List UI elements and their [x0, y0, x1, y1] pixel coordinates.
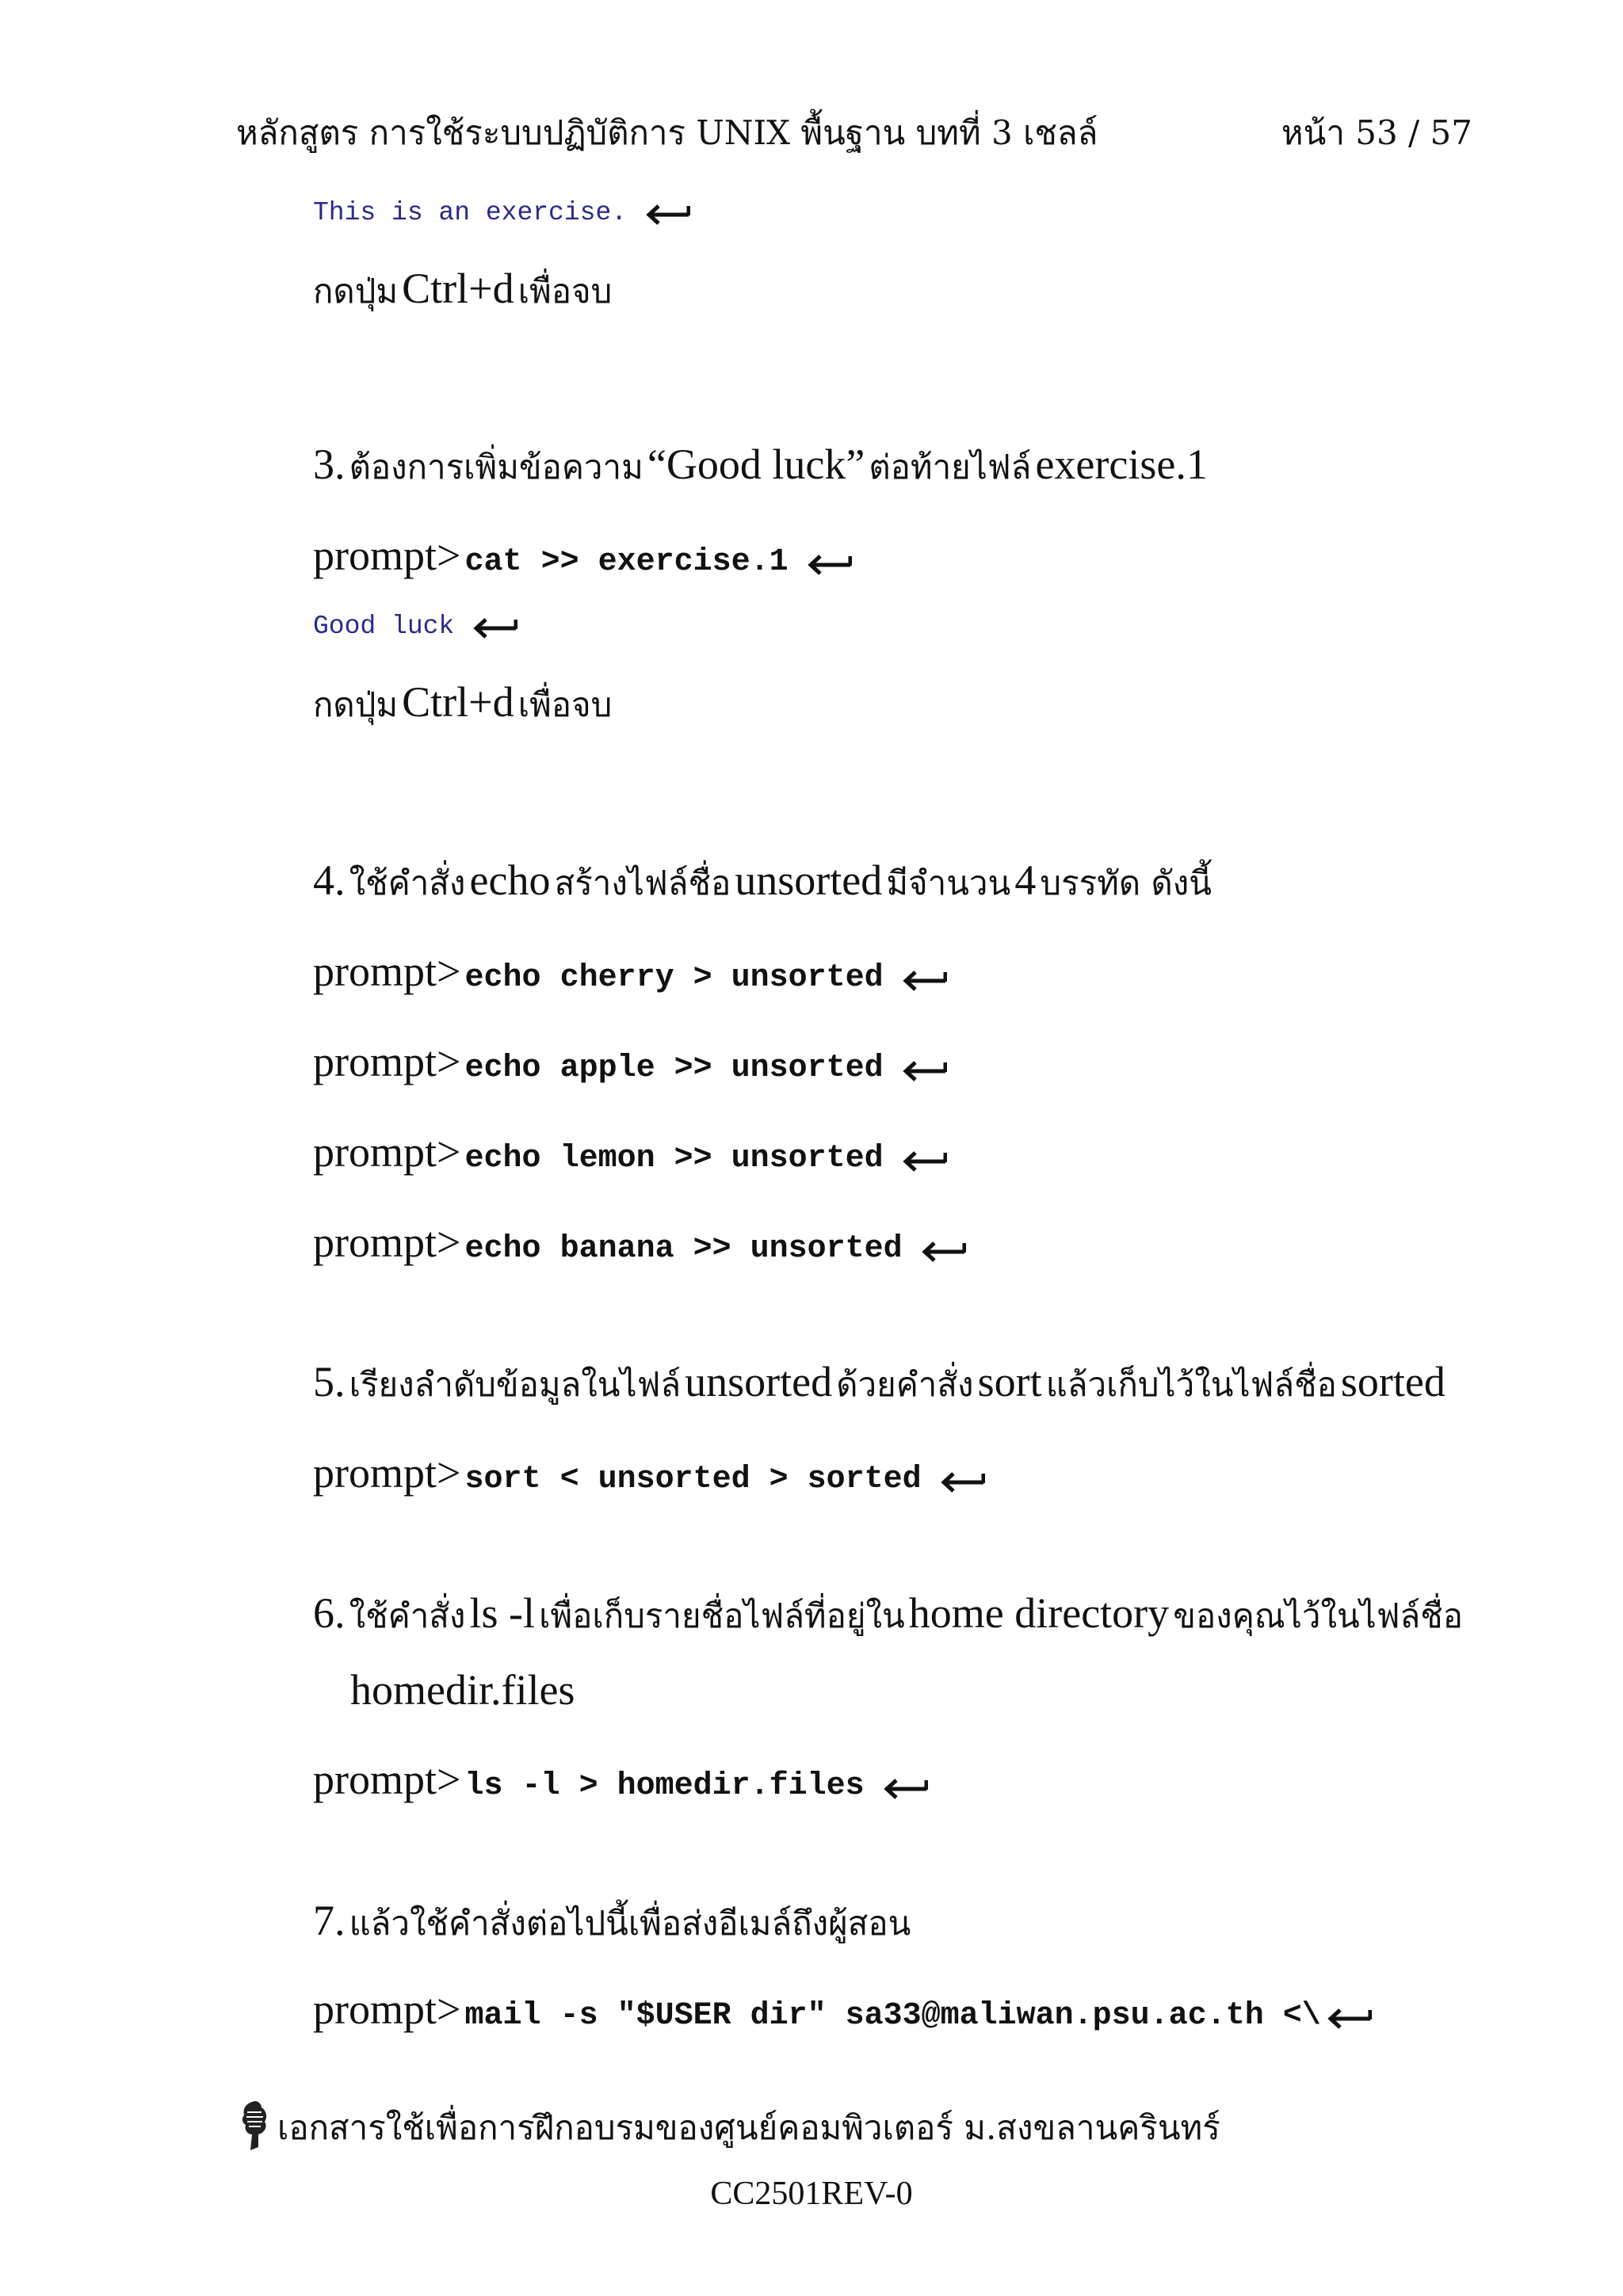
step-text: มีจำนวน	[886, 864, 1011, 902]
step-number: 6.	[313, 1589, 346, 1637]
prompt-label: prompt>	[313, 1219, 461, 1266]
enter-arrow-icon	[903, 971, 947, 994]
ctrl-pre: กดปุ่ม	[313, 272, 399, 311]
typed-input-line	[313, 612, 517, 642]
command-text: sort < unsorted > sorted	[464, 1462, 922, 1497]
page-header	[236, 107, 1472, 154]
ctrl-pre: กดปุ่ม	[313, 685, 399, 724]
command-line	[313, 947, 947, 996]
ctrl-d-instruction	[313, 677, 612, 731]
command-line	[313, 1127, 947, 1177]
step-text: unsorted	[735, 856, 883, 904]
ctrl-key: Ctrl+d	[402, 265, 514, 312]
prompt-label: prompt>	[313, 1985, 461, 2033]
enter-arrow-icon	[903, 1061, 947, 1085]
prompt-label: prompt>	[313, 1756, 461, 1803]
command-text: echo banana >> unsorted	[464, 1231, 903, 1267]
command-line	[313, 1755, 928, 1804]
step-6-heading-cont	[350, 1665, 575, 1714]
document-id: CC2501REV-0	[710, 2176, 913, 2212]
command-text: echo cherry > unsorted	[464, 960, 884, 996]
step-7-heading	[313, 1896, 911, 1950]
command-text: echo apple >> unsorted	[464, 1051, 884, 1086]
ctrl-post: เพื่อจบ	[517, 272, 613, 311]
command-line	[313, 1985, 1372, 2034]
step-4-heading	[313, 856, 1212, 910]
step-number: 4.	[313, 856, 346, 904]
step-text: ของคุณไว้ในไฟล์ชื่อ	[1173, 1596, 1464, 1635]
prompt-label: prompt>	[313, 1128, 461, 1176]
command-text: mail -s "$USER dir" sa33@maliwan.psu.ac.th <\	[464, 1998, 1321, 2034]
step-text: sort	[977, 1358, 1042, 1405]
typed-text: This is an exercise.	[313, 198, 628, 227]
step-text: ใช้คำสั่ง	[349, 864, 466, 902]
step-text: เพื่อเก็บรายชื่อไฟล์ที่อยู่ใน	[539, 1596, 905, 1635]
step-text: ใช้คำสั่ง	[349, 1596, 466, 1635]
step-text: แล้วใช้คำสั่งต่อไปนี้เพื่อส่งอีเมล์ถึงผู้สอน	[349, 1904, 911, 1943]
step-text: บรรทัด ดังนี้	[1040, 864, 1212, 902]
course-title: หลักสูตร การใช้ระบบปฏิบัติการ UNIX พื้นฐาน บทที่ 3 เชลล์	[236, 113, 1098, 152]
command-line	[313, 1037, 947, 1086]
step-6-heading	[313, 1589, 1463, 1642]
step-text: สร้างไฟล์ชื่อ	[554, 864, 731, 902]
typed-input-line	[313, 198, 690, 228]
step-text: ต้องการเพิ่มข้อความ	[349, 448, 643, 486]
step-text: ls -l	[469, 1589, 536, 1637]
prompt-label: prompt>	[313, 1449, 461, 1497]
command-text: cat >> exercise.1	[464, 544, 789, 580]
step-text: echo	[469, 856, 551, 904]
footer-note: เอกสารใช้เพื่อการฝึกอบรมของศูนย์คอมพิวเตอร์ ม.สงขลานครินทร์	[277, 2108, 1220, 2147]
enter-arrow-icon	[1327, 2008, 1372, 2032]
university-logo-icon	[238, 2098, 273, 2163]
step-number: 7.	[313, 1897, 346, 1944]
step-text: unsorted	[685, 1358, 833, 1405]
step-number: 5.	[313, 1358, 346, 1405]
command-line	[313, 531, 852, 580]
step-text: ต่อท้ายไฟล์	[869, 448, 1032, 486]
command-text: ls -l > homedir.files	[464, 1768, 865, 1804]
step-number: 3.	[313, 441, 346, 488]
step-text: 4	[1014, 856, 1037, 904]
step-text: homedir.files	[350, 1666, 575, 1714]
enter-arrow-icon	[808, 555, 852, 578]
prompt-label: prompt>	[313, 1038, 461, 1085]
command-line	[313, 1448, 985, 1497]
step-5-heading	[313, 1357, 1445, 1411]
enter-arrow-icon	[884, 1779, 928, 1802]
step-text: เรียงลำดับข้อมูลในไฟล์	[349, 1365, 682, 1404]
prompt-label: prompt>	[313, 948, 461, 995]
step-text: exercise.1	[1035, 441, 1208, 488]
typed-text: Good luck	[313, 612, 455, 641]
enter-arrow-icon	[473, 618, 517, 642]
prompt-label: prompt>	[313, 532, 461, 579]
command-line	[313, 1218, 966, 1267]
step-text: home directory	[908, 1589, 1170, 1637]
page-footer	[238, 2098, 1220, 2163]
enter-arrow-icon	[646, 204, 690, 228]
step-text: ด้วยคำสั่ง	[836, 1365, 974, 1404]
ctrl-key: Ctrl+d	[402, 678, 514, 726]
enter-arrow-icon	[903, 1151, 947, 1175]
enter-arrow-icon	[941, 1472, 985, 1496]
enter-arrow-icon	[922, 1241, 966, 1265]
step-text: sorted	[1340, 1358, 1445, 1405]
ctrl-d-instruction	[313, 264, 612, 318]
step-text: “Good luck”	[647, 441, 865, 488]
command-text: echo lemon >> unsorted	[464, 1141, 884, 1177]
ctrl-post: เพื่อจบ	[517, 685, 613, 724]
page-number: หน้า 53 / 57	[1281, 113, 1472, 152]
step-text: แล้วเก็บไว้ในไฟล์ชื่อ	[1045, 1365, 1337, 1404]
step-3-heading	[313, 440, 1208, 494]
